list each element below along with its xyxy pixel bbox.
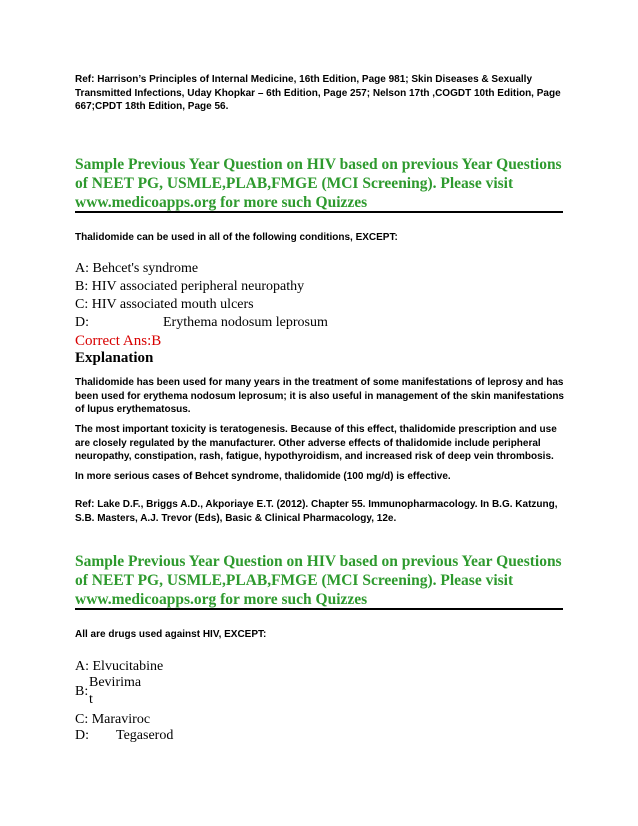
divider-1 xyxy=(75,211,563,213)
q1-option-b xyxy=(75,279,304,295)
q1-option-d xyxy=(75,315,328,331)
option-letter: C: xyxy=(75,712,89,727)
correct-answer: Correct Ans:B xyxy=(75,333,162,349)
question-2: All are drugs used against HIV, EXCEPT: xyxy=(75,629,267,640)
reference-top: Ref: Harrison’s Principles of Internal Medicine, 16th Edition, Page 981; Skin Diseases & Sexually Transmitted Infections, Uday Khopkar – 6th Edition, Page 257; Nelson 17th ,COGDT 10th Edition, Page 667;CPDT 18th Edition, Page 56. xyxy=(75,74,561,112)
option-letter: B: xyxy=(75,684,89,699)
option-text: Elvucitabine xyxy=(92,659,164,674)
q2-option-b xyxy=(75,675,195,711)
option-text-line-1: Bevirima xyxy=(89,675,142,690)
reference-q1: Ref: Lake D.F., Briggs A.D., Akporiaye E.T. (2012). Chapter 55. Immunopharmacology. In B.G. Katzung, S.B. Masters, A.J. Trevor (Eds), Basic & Clinical Pharmacology, 12e. xyxy=(75,499,558,524)
option-letter: D: xyxy=(75,315,89,330)
sample-heading-1: Sample Previous Year Question on HIV based on previous Year Questions of NEET PG, USMLE,PLAB,FMGE (MCI Screening). Please visit www.medicoapps.org for more such Quizzes xyxy=(75,156,562,211)
explanation-label: Explanation xyxy=(75,350,154,366)
explanation-paragraph-3: In more serious cases of Behcet syndrome, thalidomide (100 mg/d) is effective. xyxy=(75,471,451,482)
q1-option-a xyxy=(75,261,198,277)
option-text: Behcet's syndrome xyxy=(92,261,199,276)
option-text: Tegaserod xyxy=(116,728,174,743)
q1-option-c xyxy=(75,297,254,313)
option-letter: C: xyxy=(75,297,89,312)
explanation-paragraph-1: Thalidomide has been used for many years in the treatment of some manifestations of leprosy and has been used for erythema nodosum leprosum; it is also useful in management of the skin manifestations of lupus erythematosus. xyxy=(75,377,564,416)
option-letter: A: xyxy=(75,261,89,276)
q2-option-c xyxy=(75,712,150,728)
q2-option-d xyxy=(75,728,174,744)
explanation-paragraph-2: The most important toxicity is teratogenesis. Because of this effect, thalidomide prescription and use are closely regulated by the manufacturer. Other adverse effects of thalidomide include peripheral neuropathy, constipation, rash, fatigue, hypothyroidism, and increased risk of deep vein thrombosis. xyxy=(75,424,557,463)
option-text: Erythema nodosum leprosum xyxy=(163,315,328,330)
divider-2 xyxy=(75,608,563,610)
option-text: Maraviroc xyxy=(91,712,151,727)
option-text: HIV associated peripheral neuropathy xyxy=(91,279,305,294)
option-letter: D: xyxy=(75,728,89,743)
question-1: Thalidomide can be used in all of the following conditions, EXCEPT: xyxy=(75,232,398,243)
q2-option-a xyxy=(75,659,163,675)
sample-heading-2: Sample Previous Year Question on HIV based on previous Year Questions of NEET PG, USMLE,PLAB,FMGE (MCI Screening). Please visit www.medicoapps.org for more such Quizzes xyxy=(75,553,562,608)
option-letter: B: xyxy=(75,279,89,294)
option-letter: A: xyxy=(75,659,89,674)
option-text: HIV associated mouth ulcers xyxy=(91,297,254,312)
option-text-line-2: t xyxy=(89,692,93,707)
